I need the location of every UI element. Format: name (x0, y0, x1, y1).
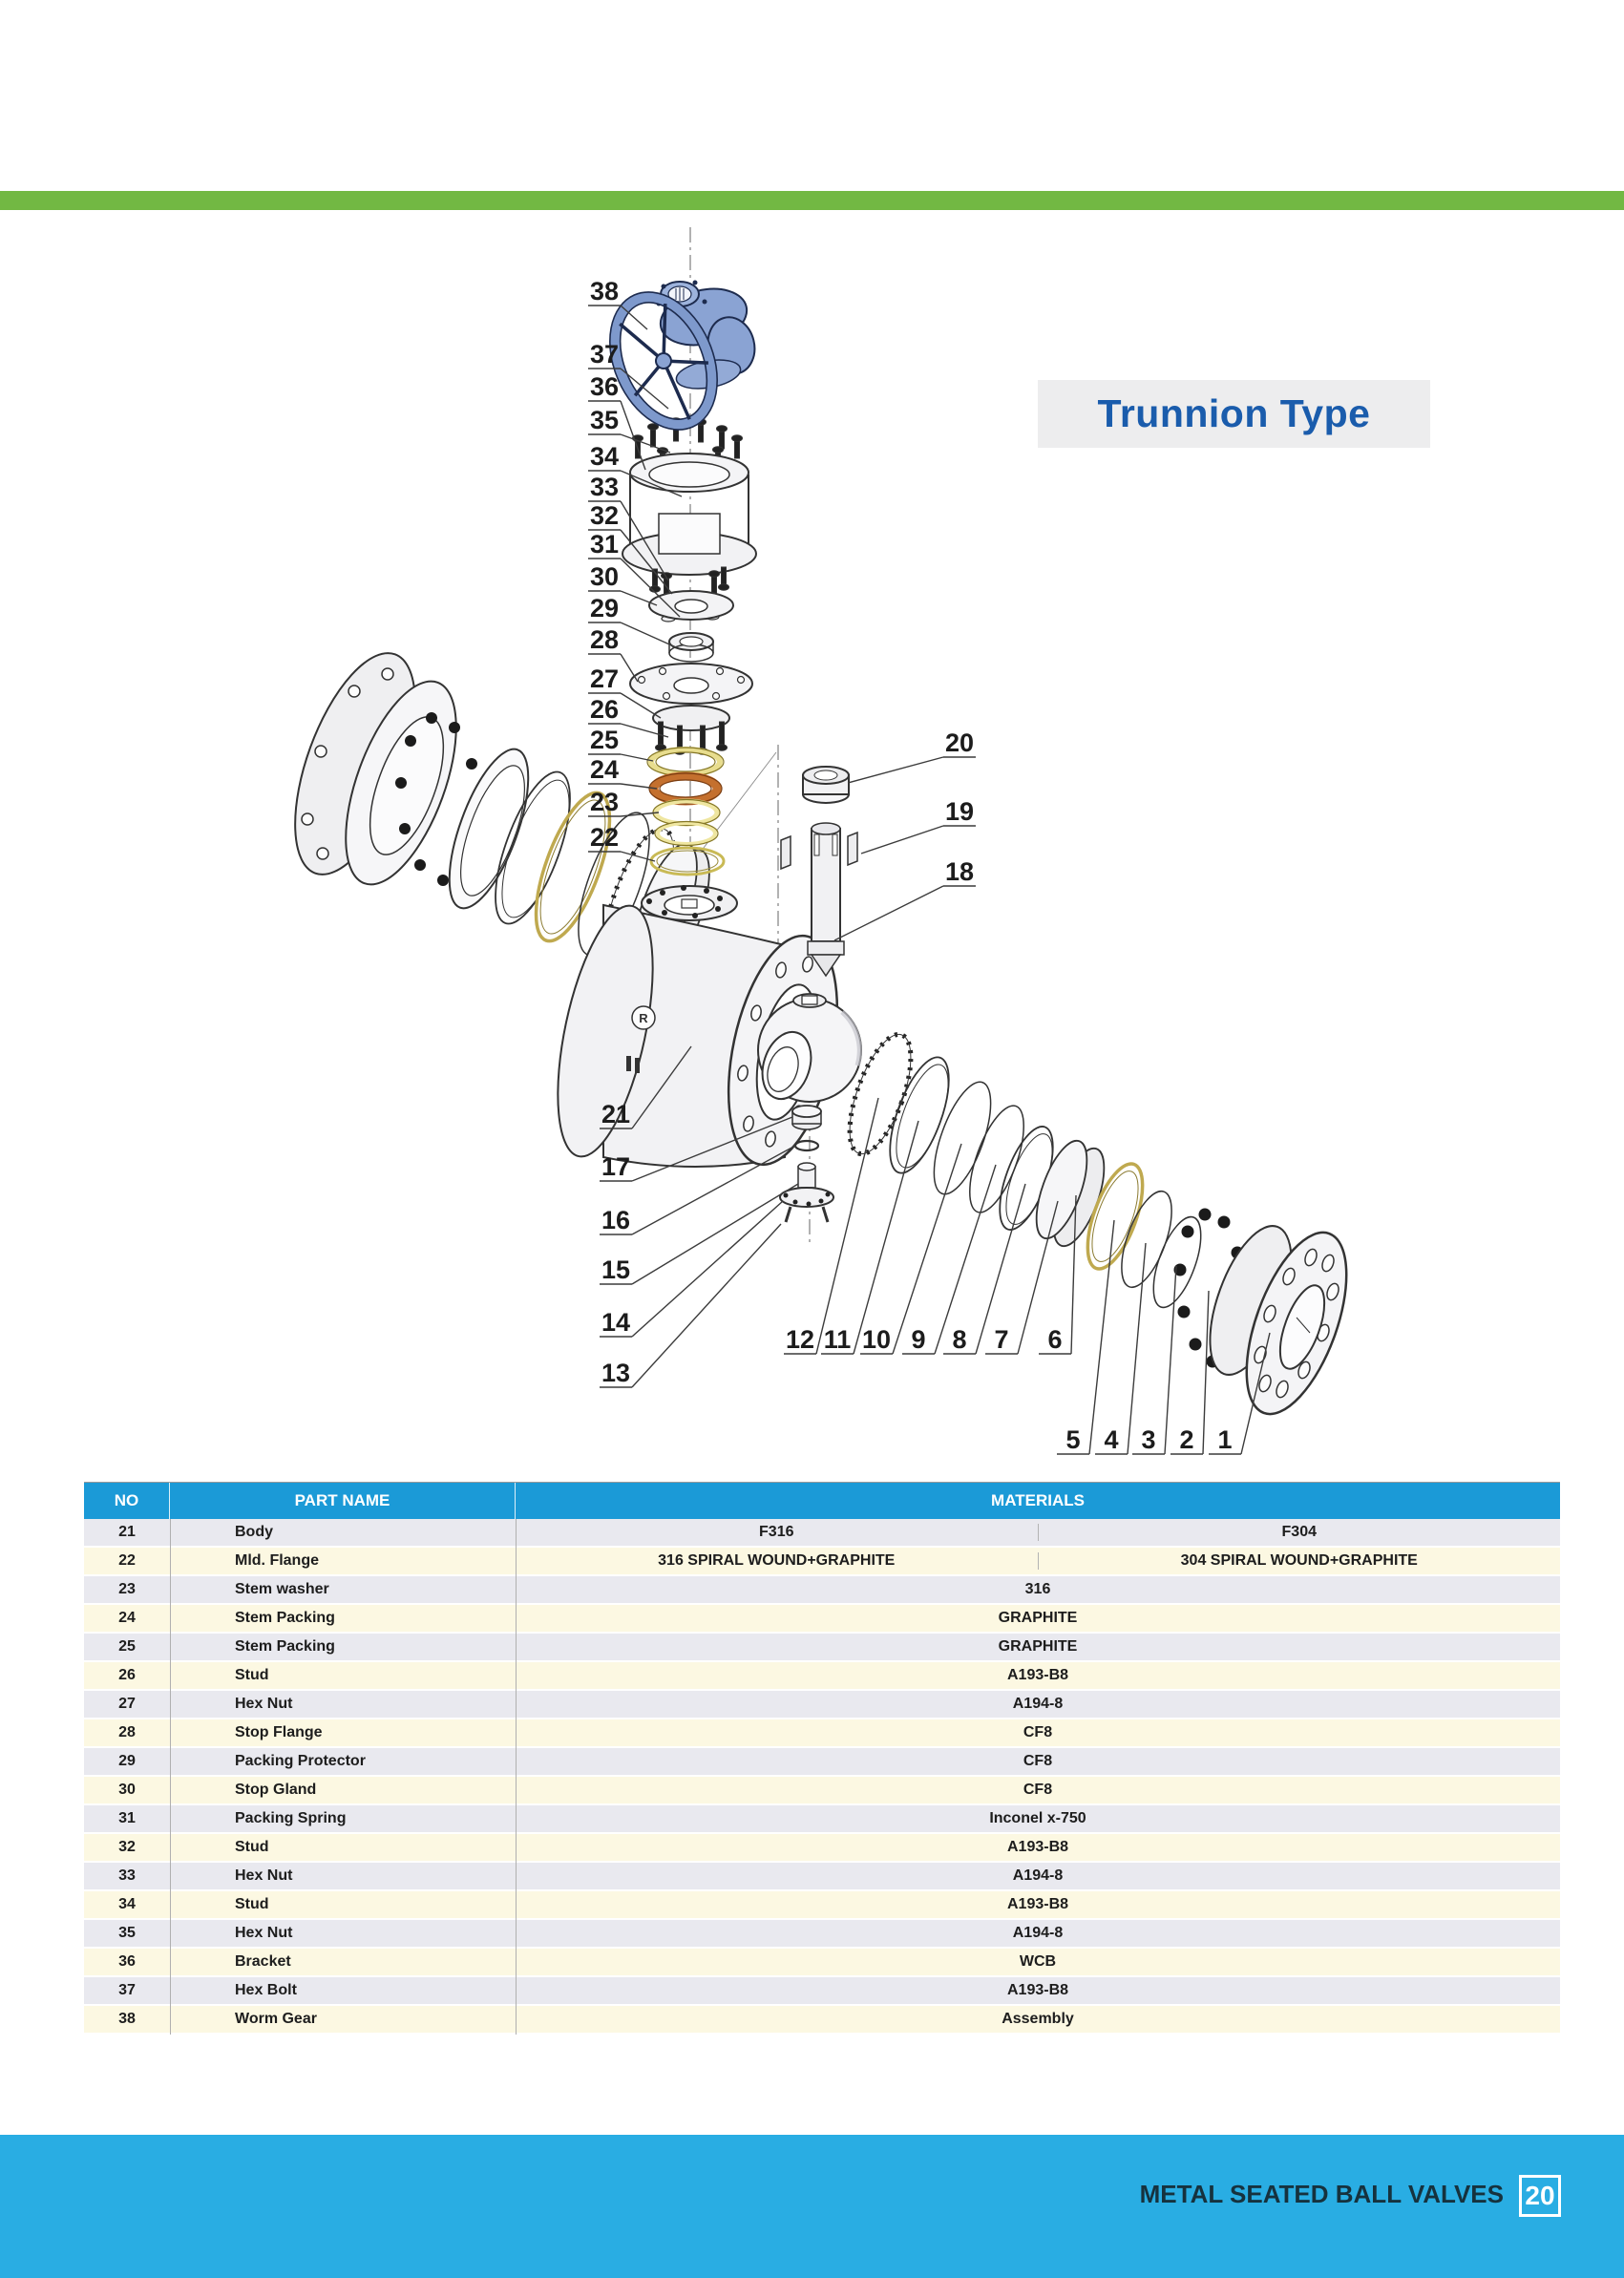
bracket-drawing (622, 418, 756, 592)
table-row (84, 1920, 1560, 1949)
cell-no: 33 (118, 1867, 136, 1884)
svg-text:R: R (639, 1011, 648, 1025)
svg-text:1: 1 (1217, 1425, 1233, 1454)
table-row (84, 1805, 1560, 1834)
svg-text:26: 26 (589, 695, 620, 724)
table-row (84, 1719, 1560, 1748)
callout-2 (1171, 1291, 1209, 1454)
table-row (84, 1863, 1560, 1891)
cell-part-name: Bracket (235, 1953, 291, 1970)
svg-text:19: 19 (944, 797, 975, 826)
svg-text:14: 14 (601, 1308, 631, 1337)
cell-no: 38 (118, 2011, 136, 2027)
material-value: F316 (516, 1524, 1039, 1541)
cell-materials (516, 1662, 1560, 1689)
table-row (84, 1548, 1560, 1576)
cell-part-name: Hex Nut (235, 1925, 293, 1941)
footer-title: METAL SEATED BALL VALVES (1139, 2180, 1504, 2208)
column-divider (170, 1519, 171, 2035)
table-row (84, 1748, 1560, 1777)
table-row (84, 1576, 1560, 1605)
svg-text:21: 21 (601, 1100, 631, 1128)
callout-18 (834, 857, 976, 940)
cell-materials (516, 1920, 1560, 1947)
table-row (84, 1519, 1560, 1548)
table-row (84, 1834, 1560, 1863)
cell-no: 24 (118, 1610, 136, 1626)
cell-part-name: Stop Gland (235, 1782, 317, 1798)
callout-4 (1095, 1243, 1146, 1454)
table-row (84, 1977, 1560, 2006)
cell-part-name: Stem Packing (235, 1610, 335, 1626)
cell-no: 36 (118, 1953, 136, 1970)
cell-part-name: Stop Flange (235, 1724, 323, 1740)
callout-23 (588, 788, 659, 816)
cell-materials (516, 1891, 1560, 1918)
svg-text:3: 3 (1141, 1425, 1156, 1454)
cell-part-name: Body (235, 1524, 273, 1540)
svg-text:35: 35 (589, 406, 620, 434)
material-value: Assembly (1002, 2011, 1074, 2027)
svg-text:20: 20 (944, 728, 975, 757)
cell-no: 23 (118, 1581, 136, 1597)
cell-no: 31 (118, 1810, 136, 1826)
material-value: CF8 (1023, 1724, 1053, 1740)
table-row (84, 1891, 1560, 1920)
svg-text:27: 27 (589, 664, 620, 693)
svg-text:16: 16 (601, 1206, 631, 1234)
material-value: Inconel x-750 (989, 1810, 1086, 1826)
cell-part-name: Stem Packing (235, 1638, 335, 1655)
svg-text:24: 24 (589, 755, 620, 784)
svg-text:11: 11 (823, 1325, 852, 1354)
material-value: 304 SPIRAL WOUND+GRAPHITE (1180, 1552, 1418, 1569)
cell-materials (516, 1748, 1560, 1775)
cell-part-name: Packing Spring (235, 1810, 347, 1826)
table-row (84, 1662, 1560, 1691)
svg-text:5: 5 (1065, 1425, 1081, 1454)
cell-materials (516, 1834, 1560, 1861)
parts-table-header (84, 1483, 1560, 1519)
footer-bar (0, 2135, 1624, 2278)
type-banner-label: Trunnion Type (1097, 391, 1371, 435)
cell-no: 37 (118, 1982, 136, 1998)
cell-materials (516, 1548, 1560, 1574)
parts-table (84, 1482, 1560, 2035)
cell-no: 34 (118, 1896, 136, 1912)
page-number-badge: 20 (1519, 2175, 1561, 2217)
svg-text:4: 4 (1104, 1425, 1119, 1454)
svg-text:17: 17 (601, 1152, 631, 1181)
cell-part-name: Stud (235, 1896, 269, 1912)
cell-no: 26 (118, 1667, 136, 1683)
column-header-materials: MATERIALS (991, 1491, 1085, 1509)
cell-no: 32 (118, 1839, 136, 1855)
cell-materials (516, 1805, 1560, 1832)
type-banner (1038, 380, 1430, 448)
material-value: A194-8 (1012, 1867, 1064, 1884)
callout-5 (1057, 1220, 1114, 1454)
svg-text:6: 6 (1047, 1325, 1063, 1354)
svg-text:15: 15 (601, 1255, 631, 1284)
material-value: A193-B8 (1006, 1839, 1069, 1855)
svg-text:2: 2 (1179, 1425, 1194, 1454)
cell-part-name: Hex Nut (235, 1867, 293, 1884)
svg-text:22: 22 (589, 823, 620, 852)
cell-part-name: Packing Protector (235, 1753, 366, 1769)
svg-text:25: 25 (589, 726, 620, 754)
stop-flange-drawing (630, 664, 752, 754)
callout-10 (860, 1144, 961, 1354)
material-value: 316 SPIRAL WOUND+GRAPHITE (516, 1552, 1039, 1570)
svg-text:33: 33 (589, 473, 620, 501)
cell-materials (516, 1605, 1560, 1632)
cell-part-name: Hex Bolt (235, 1982, 297, 1998)
material-value: GRAPHITE (998, 1638, 1078, 1655)
svg-text:29: 29 (589, 594, 620, 622)
svg-text:12: 12 (785, 1325, 815, 1354)
svg-text:13: 13 (601, 1359, 631, 1387)
svg-text:34: 34 (589, 442, 620, 471)
column-divider (516, 1519, 517, 2035)
cell-materials (516, 1949, 1560, 1975)
callout-19 (861, 797, 976, 854)
material-value: F304 (1281, 1524, 1317, 1540)
svg-text:18: 18 (944, 857, 975, 886)
cell-no: 30 (118, 1782, 136, 1798)
svg-text:30: 30 (589, 562, 620, 591)
cell-no: 28 (118, 1724, 136, 1740)
callout-20 (848, 728, 976, 783)
cell-part-name: Stem washer (235, 1581, 329, 1597)
table-row (84, 1949, 1560, 1977)
material-value: A194-8 (1012, 1696, 1064, 1712)
right-flange-drawing (1174, 1209, 1367, 1427)
cell-materials (516, 1863, 1560, 1889)
table-row (84, 2006, 1560, 2035)
cell-no: 27 (118, 1696, 136, 1712)
material-value: GRAPHITE (998, 1610, 1078, 1626)
material-value: A194-8 (1012, 1925, 1064, 1941)
callout-8 (943, 1184, 1025, 1354)
svg-text:32: 32 (589, 501, 620, 530)
cell-materials (516, 2006, 1560, 2033)
cell-part-name: Stud (235, 1839, 269, 1855)
svg-text:9: 9 (911, 1325, 926, 1354)
table-row (84, 1691, 1560, 1719)
svg-text:28: 28 (589, 625, 620, 654)
svg-text:37: 37 (589, 340, 620, 369)
svg-text:7: 7 (994, 1325, 1009, 1354)
svg-text:10: 10 (861, 1325, 892, 1354)
svg-text:23: 23 (589, 788, 620, 816)
column-header-part-name: PART NAME (170, 1483, 516, 1519)
material-value: A193-B8 (1006, 1896, 1069, 1912)
cell-materials (516, 1719, 1560, 1746)
material-value: 316 (1024, 1581, 1051, 1597)
cell-part-name: Stud (235, 1667, 269, 1683)
svg-text:38: 38 (589, 277, 620, 306)
svg-text:8: 8 (952, 1325, 967, 1354)
cell-materials (516, 1576, 1560, 1603)
cell-materials (516, 1691, 1560, 1718)
cell-materials (516, 1519, 1560, 1546)
cell-part-name: Hex Nut (235, 1696, 293, 1712)
material-value: CF8 (1023, 1753, 1053, 1769)
cell-no: 25 (118, 1638, 136, 1655)
cell-part-name: Worm Gear (235, 2011, 317, 2027)
material-value: A193-B8 (1006, 1667, 1069, 1683)
material-value: A193-B8 (1006, 1982, 1069, 1998)
cell-materials (516, 1777, 1560, 1803)
material-value: CF8 (1023, 1782, 1053, 1798)
cell-part-name: Mld. Flange (235, 1552, 319, 1569)
cell-materials (516, 1634, 1560, 1660)
material-value: WCB (1019, 1953, 1057, 1970)
table-row (84, 1777, 1560, 1805)
cell-no: 22 (118, 1552, 136, 1569)
parts-table-body (84, 1519, 1560, 2035)
cell-no: 29 (118, 1753, 136, 1769)
column-header-no: NO (84, 1483, 170, 1519)
table-row (84, 1634, 1560, 1662)
cell-no: 21 (118, 1524, 136, 1540)
svg-text:36: 36 (589, 372, 620, 401)
table-row (84, 1605, 1560, 1634)
cell-materials (516, 1977, 1560, 2004)
cell-no: 35 (118, 1925, 136, 1941)
svg-text:31: 31 (589, 530, 620, 559)
right-seat-rings-drawing (837, 1027, 1211, 1314)
